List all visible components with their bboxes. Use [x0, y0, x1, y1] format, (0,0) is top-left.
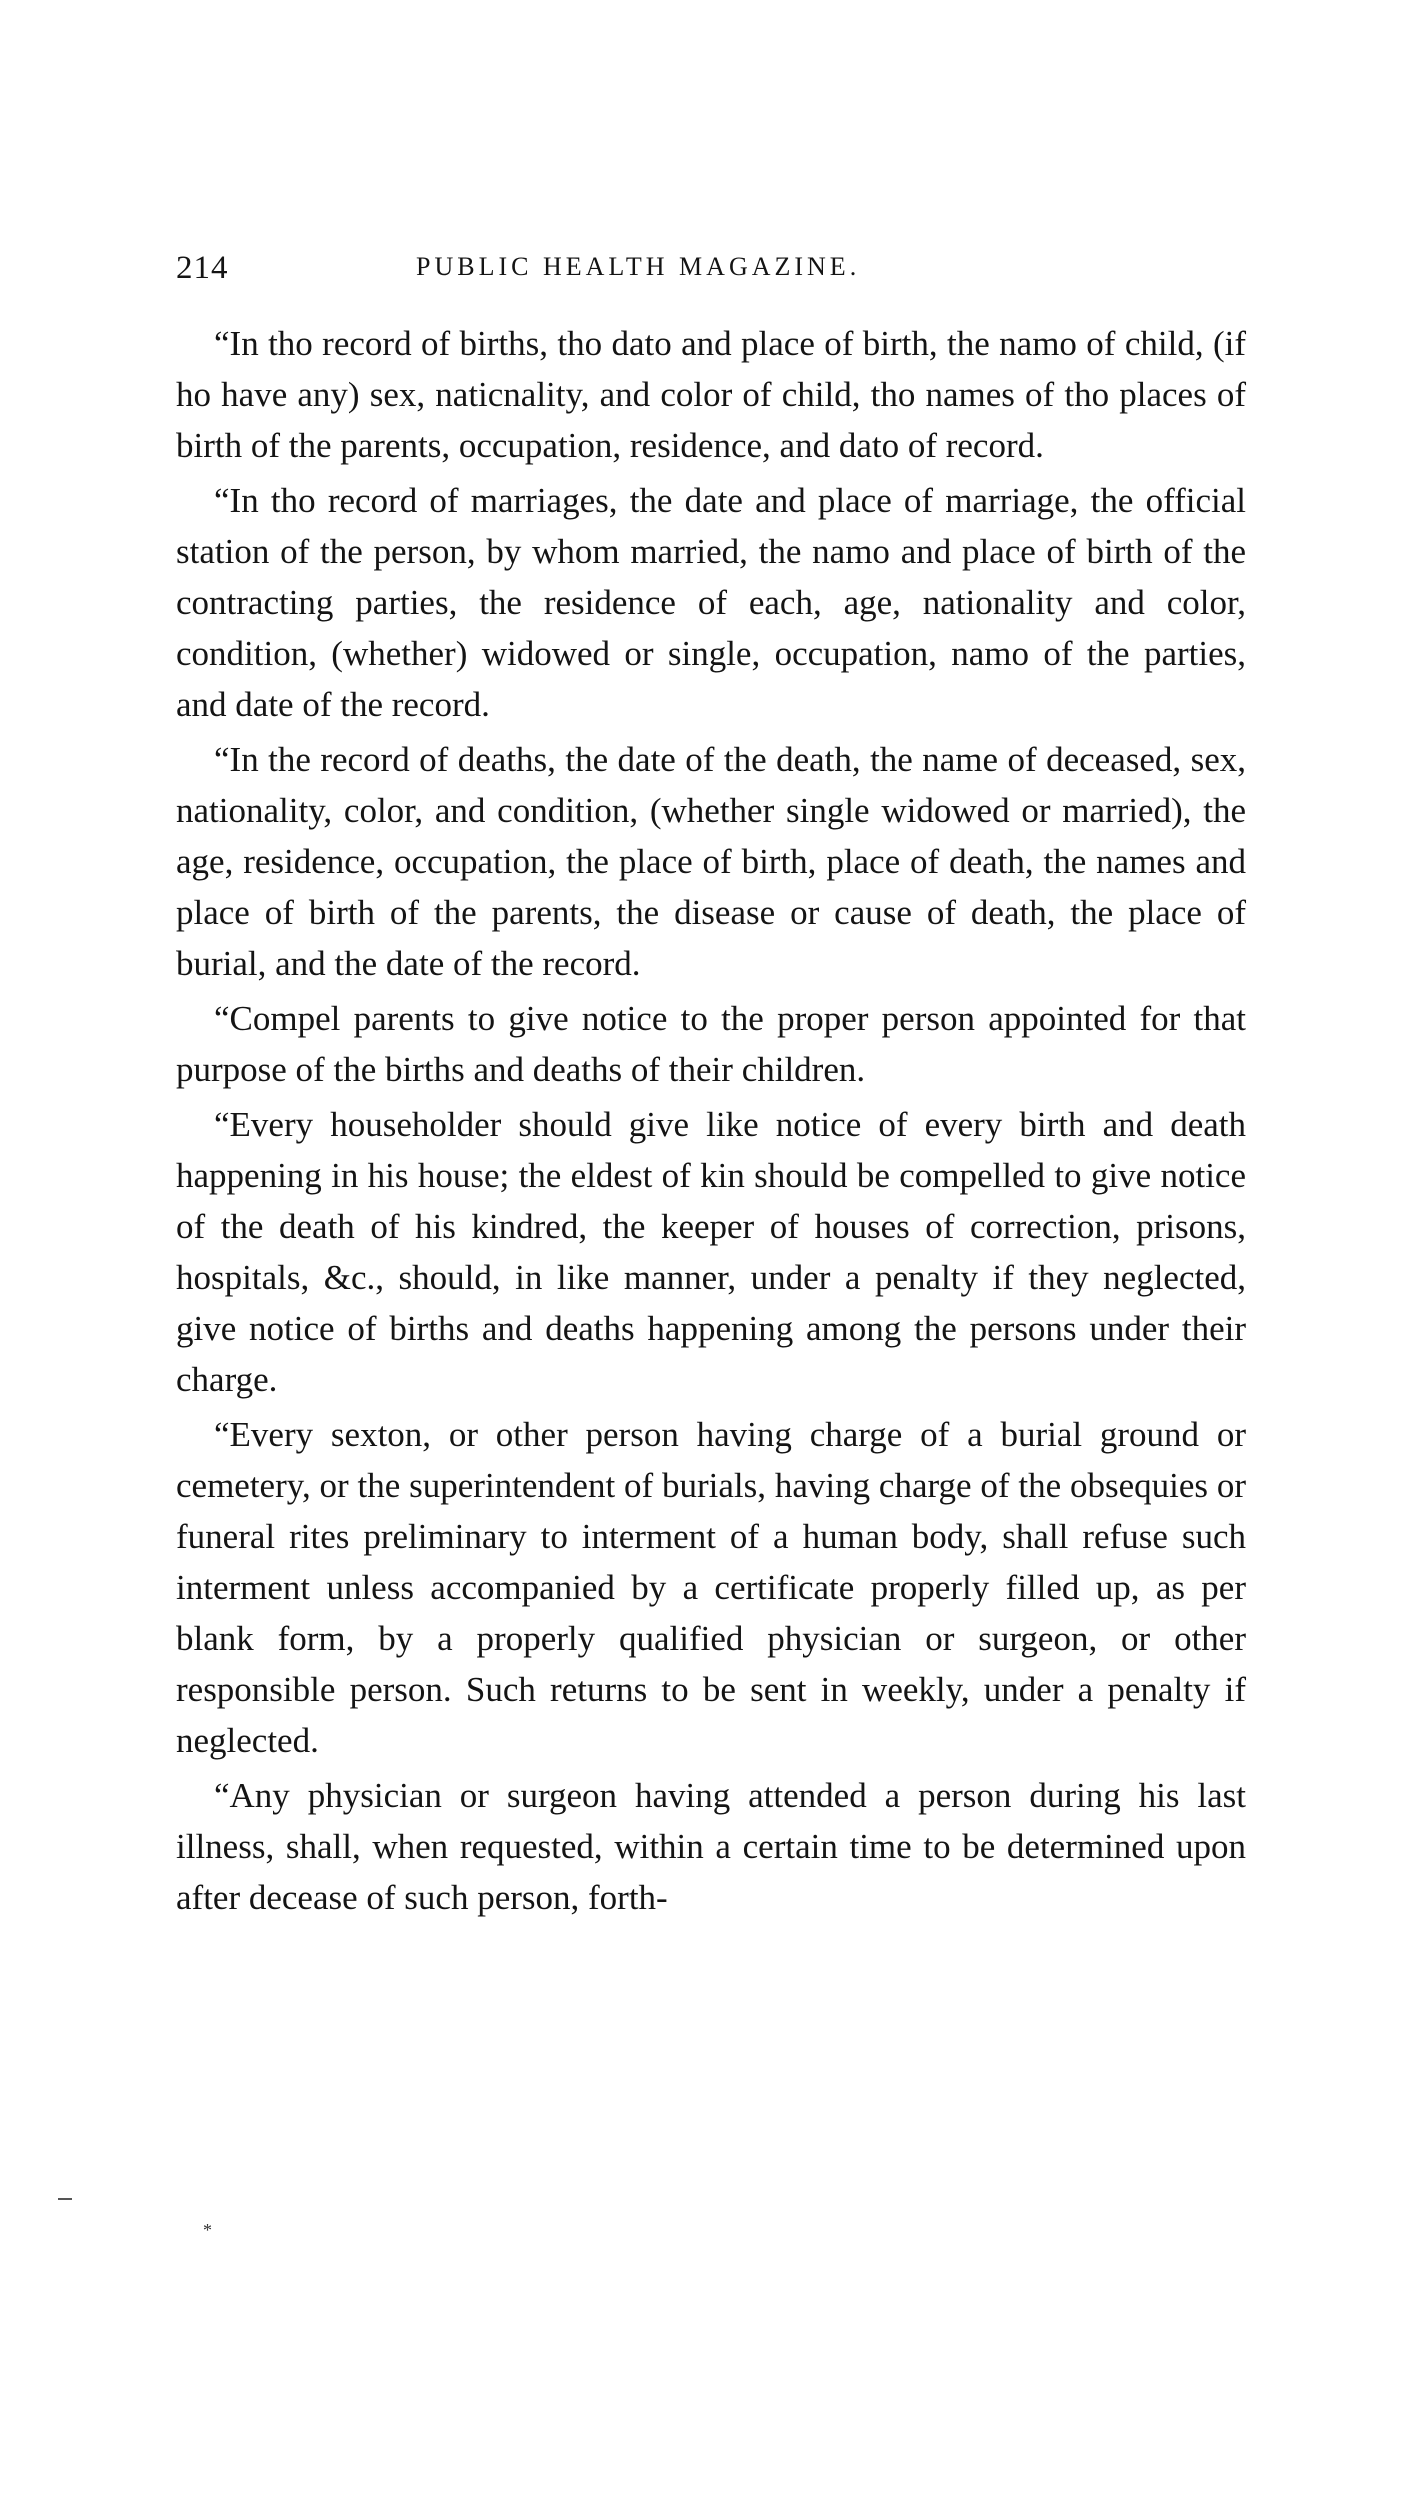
footer-mark: * — [203, 2220, 212, 2240]
paragraph-marriages-record: “In tho record of marriages, the date and place of marriage, the official station of the person, by whom married, the namo and place of birth of the contracting parties, the residence of each, age, nationality and color, condition, (whether) widowed or single, occupation, namo of the parties, and date of the record. — [176, 481, 1246, 724]
paragraph-physician-duty: “Any physician or surgeon having attended a person during his last illness, shall, when requested, within a certain time to be determined upon after decease of such person, forth- — [176, 1776, 1246, 1917]
running-head: PUBLIC HEALTH MAGAZINE. — [416, 252, 861, 281]
margin-dash — [58, 2198, 72, 2200]
body-text — [176, 318, 1246, 1927]
page-number: 214 — [176, 250, 229, 286]
paragraph-householder-notice: “Every householder should give like notice of every birth and death happening in his house; the eldest of kin should be compelled to give notice of the death of his kindred, the keeper of houses of correction, prisons, hospitals, &c., should, in like manner, under a penalty if they neglected, give notice of births and deaths happening among the persons under their charge. — [176, 1105, 1246, 1399]
paragraph-births-record: “In tho record of births, tho dato and place of birth, the namo of child, (if ho have any) sex, naticnality, and color of child, tho names of tho places of birth of the parents, occupation, residence, and dato of record. — [176, 324, 1246, 465]
page-header — [176, 250, 1246, 290]
paragraph-parents-notice: “Compel parents to give notice to the proper person appointed for that purpose of the births and deaths of their children. — [176, 999, 1246, 1089]
paragraph-sexton-certificate: “Every sexton, or other person having charge of a burial ground or cemetery, or the superintendent of burials, having charge of the obsequies or funeral rites preliminary to interment of a human body, shall refuse such interment unless accompanied by a certificate properly filled up, as per blank form, by a properly qualified physician or surgeon, or other responsible person. Such returns to be sent in weekly, under a penalty if neglected. — [176, 1415, 1246, 1760]
paragraph-deaths-record: “In the record of deaths, the date of the death, the name of deceased, sex, nationality, color, and condition, (whether single widowed or married), the age, residence, occupation, the place of birth, place of death, the names and place of birth of the parents, the disease or cause of death, the place of burial, and the date of the record. — [176, 740, 1246, 983]
